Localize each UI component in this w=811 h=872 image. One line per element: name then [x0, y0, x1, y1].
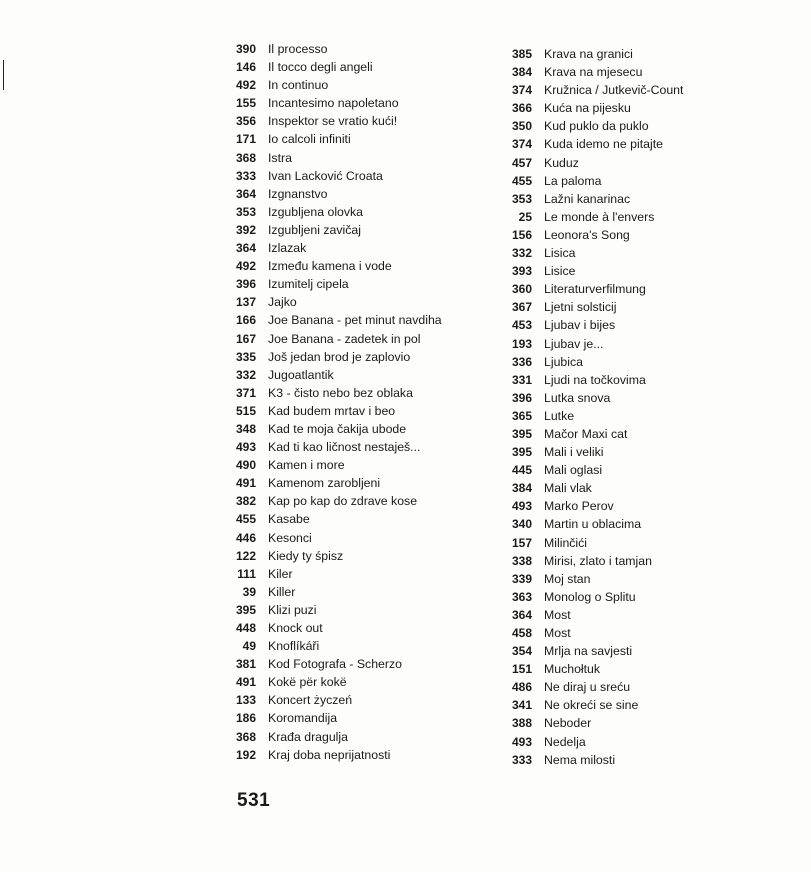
index-entry	[210, 167, 442, 185]
entry-title: Između kamena i vode	[268, 259, 392, 274]
index-entry	[486, 733, 683, 751]
entry-page-number: 453	[511, 318, 532, 333]
entry-page-number: 364	[235, 241, 256, 256]
entry-page-number: 388	[511, 716, 532, 731]
entry-page-number: 353	[235, 204, 256, 219]
entry-title: Klizi puzi	[268, 602, 317, 617]
index-column-left	[210, 40, 442, 764]
index-entry	[210, 149, 442, 167]
entry-title: Knoflíkáři	[268, 639, 320, 654]
index-entry	[486, 262, 683, 280]
entry-title: Lisica	[544, 246, 576, 261]
entry-page-number: 364	[235, 186, 256, 201]
entry-page-number: 192	[235, 747, 256, 762]
entry-page-number: 515	[235, 403, 256, 418]
entry-title: Most	[544, 607, 571, 622]
index-entry	[210, 510, 442, 528]
index-entry	[486, 298, 683, 316]
index-entry	[486, 425, 683, 443]
entry-page-number: 363	[511, 589, 532, 604]
index-entry	[486, 316, 683, 334]
index-entry	[486, 552, 683, 570]
index-entry	[210, 728, 442, 746]
entry-page-number: 491	[235, 476, 256, 491]
entry-title: Ljubav je...	[544, 336, 604, 351]
entry-title: Kad te moja čakija ubode	[268, 421, 407, 436]
entry-title: Mrlja na savjesti	[544, 644, 633, 659]
entry-title: Kad budem mrtav i beo	[268, 403, 396, 418]
entry-title: Nema milosti	[544, 752, 616, 767]
entry-page-number: 395	[235, 602, 256, 617]
index-entry	[486, 534, 683, 552]
entry-page-number: 445	[511, 463, 532, 478]
entry-title: Marko Perov	[544, 499, 614, 514]
entry-title: In continuo	[268, 78, 329, 93]
entry-page-number: 122	[235, 548, 256, 563]
entry-title: Lutka snova	[544, 390, 611, 405]
index-entry	[210, 474, 442, 492]
entry-page-number: 396	[511, 390, 532, 405]
index-entry	[210, 673, 442, 691]
entry-page-number: 157	[511, 535, 532, 550]
index-entry	[210, 529, 442, 547]
index-entry	[210, 40, 442, 58]
entry-title: Martin u oblacima	[544, 517, 642, 532]
entry-page-number: 368	[235, 729, 256, 744]
index-entry	[486, 208, 683, 226]
entry-title: Kraj doba neprijatnosti	[268, 747, 391, 762]
index-entry	[210, 239, 442, 257]
entry-page-number: 332	[235, 367, 256, 382]
index-entry	[210, 619, 442, 637]
index-entry	[486, 751, 683, 769]
entry-page-number: 371	[235, 385, 256, 400]
entry-title: Kružnica / Jutkevič-Count	[544, 83, 684, 98]
index-entry	[210, 402, 442, 420]
entry-page-number: 49	[242, 639, 256, 654]
index-entry	[210, 112, 442, 130]
index-entry	[486, 154, 683, 172]
index-entry	[210, 94, 442, 112]
index-entry	[486, 714, 683, 732]
entry-page-number: 493	[511, 734, 532, 749]
entry-page-number: 486	[511, 680, 532, 695]
index-entry	[486, 389, 683, 407]
entry-title: Kiler	[268, 566, 293, 581]
entry-page-number: 390	[235, 42, 256, 56]
entry-title: Ljudi na točkovima	[544, 372, 646, 387]
entry-page-number: 368	[235, 150, 256, 165]
entry-page-number: 384	[511, 481, 532, 496]
entry-page-number: 364	[511, 607, 532, 622]
entry-title: Lutke	[544, 408, 575, 423]
entry-title: Muchołtuk	[544, 662, 601, 677]
index-entry	[486, 280, 683, 298]
entry-page-number: 492	[235, 259, 256, 274]
index-entry	[486, 226, 683, 244]
entry-title: Kod Fotografa - Scherzo	[268, 657, 402, 672]
index-entry	[486, 642, 683, 660]
index-entry	[210, 221, 442, 239]
index-entry	[486, 443, 683, 461]
entry-page-number: 332	[511, 246, 532, 261]
index-entry	[210, 709, 442, 727]
entry-title: Il processo	[268, 42, 328, 56]
entry-title: Joe Banana - zadetek in pol	[268, 331, 421, 346]
entry-title: Krava na mjesecu	[544, 65, 643, 80]
entry-title: Joe Banana - pet minut navdiha	[268, 313, 442, 328]
index-entry	[210, 330, 442, 348]
entry-title: Inspektor se vratio kući!	[268, 114, 398, 129]
entry-title: Izlazak	[268, 241, 307, 256]
index-entry	[486, 678, 683, 696]
index-entry	[210, 746, 442, 764]
entry-title: Jugoatlantik	[268, 367, 334, 382]
entry-page-number: 492	[235, 78, 256, 93]
entry-title: Izgubljeni zavičaj	[268, 222, 361, 237]
page-edge-mark	[3, 60, 4, 90]
entry-page-number: 374	[511, 83, 532, 98]
entry-page-number: 360	[511, 282, 532, 297]
entry-page-number: 395	[511, 426, 532, 441]
entry-title: Kiedy ty śpisz	[268, 548, 344, 563]
index-entry	[210, 58, 442, 76]
entry-page-number: 341	[511, 698, 532, 713]
entry-title: Izgnanstvo	[268, 186, 328, 201]
entry-page-number: 392	[235, 222, 256, 237]
entry-page-number: 137	[235, 295, 256, 310]
index-entry	[486, 696, 683, 714]
entry-page-number: 166	[235, 313, 256, 328]
entry-page-number: 350	[511, 119, 532, 134]
entry-title: Krava na granici	[544, 47, 633, 61]
entry-title: Kamen i more	[268, 458, 345, 473]
index-entry	[486, 172, 683, 190]
entry-title: Ljetni solsticij	[544, 300, 617, 315]
entry-title: Mirisi, zlato i tamjan	[544, 553, 652, 568]
index-entry	[210, 76, 442, 94]
entry-title: Mali oglasi	[544, 463, 603, 478]
entry-page-number: 333	[511, 752, 532, 767]
entry-page-number: 366	[511, 101, 532, 116]
entry-page-number: 457	[511, 155, 532, 170]
entry-page-number: 156	[511, 227, 532, 242]
index-entry	[486, 244, 683, 262]
entry-page-number: 186	[235, 711, 256, 726]
entry-title: Kad ti kao ličnost nestaješ...	[268, 440, 421, 455]
entry-title: Most	[544, 626, 571, 640]
entry-title: Koncert życzeń	[268, 693, 353, 708]
entry-title: K3 - čisto nebo bez oblaka	[268, 385, 413, 400]
entry-title: Ivan Lacković Croata	[268, 168, 383, 183]
index-entry	[486, 63, 683, 81]
entry-page-number: 458	[511, 626, 532, 640]
entry-title: Kasabe	[268, 512, 310, 527]
index-entry	[486, 624, 683, 642]
index-entry	[486, 461, 683, 479]
index-entry	[210, 583, 442, 601]
entry-title: Ne diraj u sreću	[544, 680, 631, 695]
entry-page-number: 353	[511, 191, 532, 206]
entry-page-number: 356	[235, 114, 256, 129]
entry-page-number: 338	[511, 553, 532, 568]
entry-title: Leonora's Song	[544, 227, 630, 242]
entry-page-number: 111	[237, 566, 256, 581]
entry-page-number: 155	[235, 96, 256, 111]
index-entry	[210, 547, 442, 565]
index-entry	[486, 135, 683, 153]
entry-title: Literaturverfilmung	[544, 282, 646, 297]
page-number: 531	[237, 790, 271, 811]
entry-page-number: 382	[235, 494, 256, 509]
entry-title: Kesonci	[268, 530, 312, 545]
index-entry	[210, 691, 442, 709]
entry-title: Ljubica	[544, 354, 583, 369]
entry-title: Kap po kap do zdrave kose	[268, 494, 418, 509]
entry-page-number: 367	[511, 300, 532, 315]
index-entry	[486, 588, 683, 606]
index-column-right	[486, 45, 683, 769]
index-entry	[486, 45, 683, 63]
entry-page-number: 455	[511, 173, 532, 188]
index-entry	[210, 601, 442, 619]
entry-title: Krađa dragulja	[268, 729, 348, 744]
entry-page-number: 493	[235, 440, 256, 455]
index-entry	[486, 407, 683, 425]
entry-title: Moj stan	[544, 571, 591, 586]
entry-title: Incantesimo napoletano	[268, 96, 399, 111]
index-entry	[486, 371, 683, 389]
index-entry	[210, 384, 442, 402]
index-entry	[210, 130, 442, 148]
entry-page-number: 25	[518, 209, 532, 224]
entry-page-number: 336	[511, 354, 532, 369]
index-entry	[210, 185, 442, 203]
entry-title: Istra	[268, 150, 292, 165]
entry-page-number: 396	[235, 277, 256, 292]
entry-page-number: 348	[235, 421, 256, 436]
index-entry	[486, 81, 683, 99]
entry-title: Kuda idemo ne pitajte	[544, 137, 663, 152]
entry-title: Lisice	[544, 264, 576, 279]
index-entry	[486, 117, 683, 135]
entry-title: La paloma	[544, 173, 602, 188]
index-entry	[210, 348, 442, 366]
entry-page-number: 384	[511, 65, 532, 80]
entry-title: Mačor Maxi cat	[544, 426, 628, 441]
entry-title: Ljubav i bijes	[544, 318, 616, 333]
entry-page-number: 146	[235, 60, 256, 75]
entry-title: Kud puklo da puklo	[544, 119, 649, 134]
index-entry	[210, 293, 442, 311]
index-entry	[486, 497, 683, 515]
index-entry	[210, 311, 442, 329]
entry-page-number: 385	[511, 47, 532, 61]
entry-title: Kokë për kokë	[268, 675, 347, 690]
entry-title: Kuća na pijesku	[544, 101, 631, 116]
entry-title: Il tocco degli angeli	[268, 60, 373, 75]
entry-title: Killer	[268, 584, 296, 599]
index-entry	[210, 565, 442, 583]
entry-title: Jajko	[268, 295, 297, 310]
index-entry	[486, 570, 683, 588]
entry-title: Koromandija	[268, 711, 338, 726]
entry-title: Nedelja	[544, 734, 586, 749]
entry-title: Mali vlak	[544, 481, 592, 496]
index-entry	[210, 438, 442, 456]
index-entry	[486, 99, 683, 117]
entry-page-number: 381	[235, 657, 256, 672]
index-entry	[486, 190, 683, 208]
entry-page-number: 448	[235, 621, 256, 635]
index-entry	[210, 492, 442, 510]
entry-page-number: 493	[511, 499, 532, 514]
entry-page-number: 339	[511, 571, 532, 586]
entry-page-number: 335	[235, 349, 256, 364]
index-entry	[210, 366, 442, 384]
entry-title: Izgubljena olovka	[268, 204, 364, 219]
entry-title: Io calcoli infiniti	[268, 132, 351, 147]
entry-page-number: 393	[511, 264, 532, 279]
entry-title: Mali i veliki	[544, 445, 604, 460]
entry-page-number: 171	[235, 132, 256, 147]
entry-title: Milinčići	[544, 535, 588, 550]
entry-title: Neboder	[544, 716, 592, 731]
entry-title: Knock out	[268, 621, 323, 635]
entry-page-number: 333	[235, 168, 256, 183]
index-entry	[210, 456, 442, 474]
entry-page-number: 491	[235, 675, 256, 690]
entry-page-number: 151	[511, 662, 532, 677]
index-entry	[486, 606, 683, 624]
entry-page-number: 331	[511, 372, 532, 387]
entry-title: Kuduz	[544, 155, 579, 170]
entry-page-number: 133	[235, 693, 256, 708]
index-entry	[210, 275, 442, 293]
entry-title: Kamenom zarobljeni	[268, 476, 381, 491]
entry-page-number: 455	[235, 512, 256, 527]
entry-page-number: 365	[511, 408, 532, 423]
index-entry	[486, 353, 683, 371]
entry-title: Le monde à l'envers	[544, 209, 655, 224]
entry-title: Ne okreći se sine	[544, 698, 639, 713]
index-entry	[486, 515, 683, 533]
index-entry	[210, 203, 442, 221]
entry-page-number: 395	[511, 445, 532, 460]
entry-page-number: 167	[235, 331, 256, 346]
entry-title: Monolog o Splitu	[544, 589, 636, 604]
entry-title: Lažni kanarinac	[544, 191, 631, 206]
entry-page-number: 39	[242, 584, 256, 599]
index-entry	[210, 420, 442, 438]
entry-page-number: 340	[511, 517, 532, 532]
index-entry	[210, 655, 442, 673]
index-entry	[486, 660, 683, 678]
index-entry	[210, 257, 442, 275]
index-entry	[486, 479, 683, 497]
entry-page-number: 354	[511, 644, 532, 659]
entry-title: Izumitelj cipela	[268, 277, 349, 292]
index-entry	[486, 335, 683, 353]
entry-page-number: 446	[235, 530, 256, 545]
entry-page-number: 193	[511, 336, 532, 351]
entry-page-number: 490	[235, 458, 256, 473]
entry-title: Još jedan brod je zaplovio	[268, 349, 411, 364]
entry-page-number: 374	[511, 137, 532, 152]
index-entry	[210, 637, 442, 655]
